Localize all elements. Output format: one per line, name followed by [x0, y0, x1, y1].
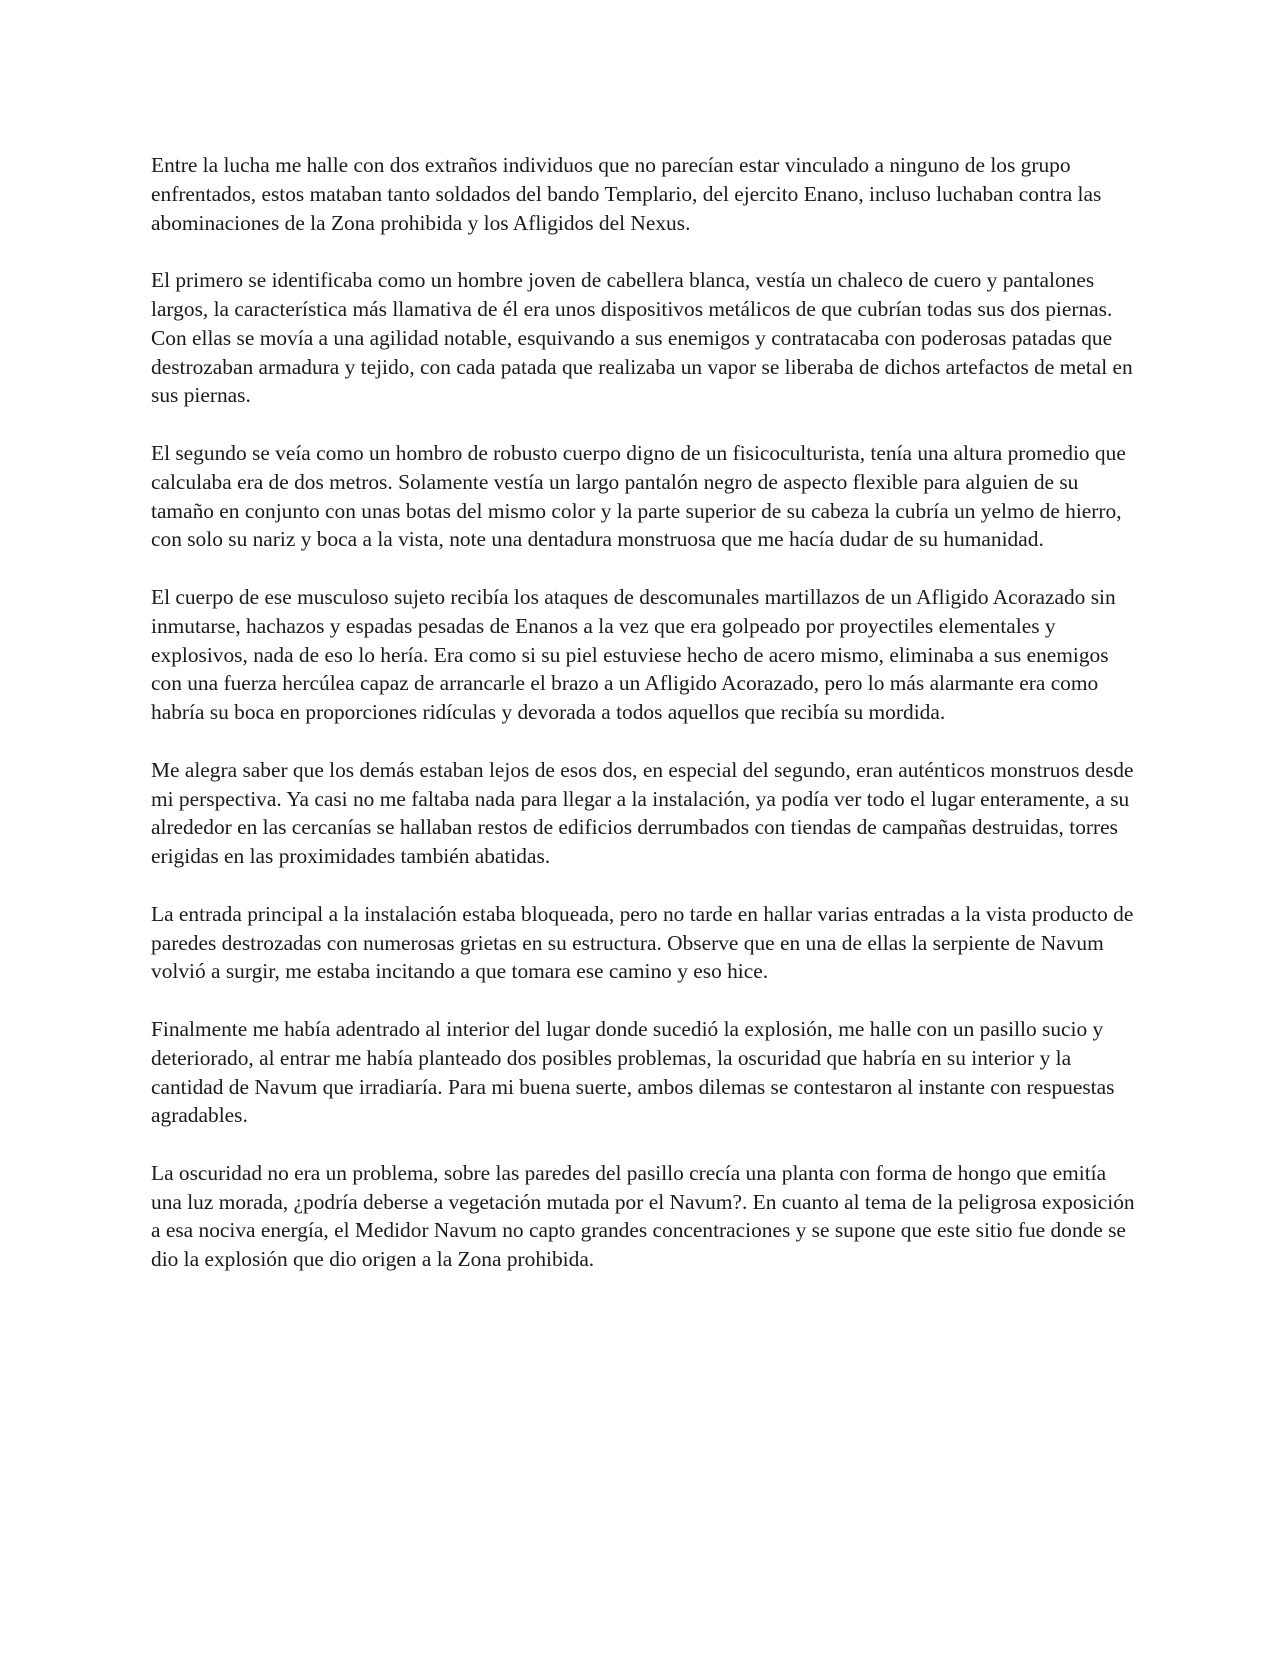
- document-body: [151, 151, 1136, 1303]
- paragraph: Me alegra saber que los demás estaban lejos de esos dos, en especial del segundo, eran auténticos monstruos desde mi perspectiva. Ya casi no me faltaba nada para llegar a la instalación, ya podía ver todo el lugar enteramente, a su alrededor en las cercanías se hallaban restos de edificios derrumbados con tiendas de campañas destruidas, torres erigidas en las proximidades también abatidas.: [151, 757, 1134, 869]
- paragraph: Entre la lucha me halle con dos extraños individuos que no parecían estar vinculado a ninguno de los grupo enfrentados, estos mataban tanto soldados del bando Templario, del ejercito Enano, incluso luchaban contra las abominaciones de la Zona prohibida y los Afligidos del Nexus.: [151, 153, 1102, 235]
- paragraph: Finalmente me había adentrado al interior del lugar donde sucedió la explosión, me halle con un pasillo sucio y deteriorado, al entrar me había planteado dos posibles problemas, la oscuridad que habría en su interior y la cantidad de Navum que irradiaría. Para mi buena suerte, ambos dilemas se contestaron al instante con respuestas agradables.: [151, 1016, 1115, 1128]
- paragraph: El cuerpo de ese musculoso sujeto recibía los ataques de descomunales martillazos de un Afligido Acorazado sin inmutarse, hachazos y espadas pesadas de Enanos a la vez que era golpeado por proyectiles elementales y explosivos, nada de eso lo hería. Era como si su piel estuviese hecho de acero mismo, eliminaba a sus enemigos con una fuerza hercúlea capaz de arrancarle el brazo a un Afligido Acorazado, pero lo más alarmante era como habría su boca en proporciones ridículas y devorada a todos aquellos que recibía su mordida.: [151, 584, 1116, 725]
- paragraph: La entrada principal a la instalación estaba bloqueada, pero no tarde en hallar varias entradas a la vista producto de paredes destrozadas con numerosas grietas en su estructura. Observe que en una de ellas la serpiente de Navum volvió a surgir, me estaba incitando a que tomara ese camino y eso hice.: [151, 901, 1134, 984]
- paragraph: El primero se identificaba como un hombre joven de cabellera blanca, vestía un chaleco de cuero y pantalones largos, la característica más llamativa de él era unos dispositivos metálicos de que cubrían todas sus dos piernas. Con ellas se movía a una agilidad notable, esquivando a sus enemigos y contratacaba con poderosas patadas que destrozaban armadura y tejido, con cada patada que realizaba un vapor se liberaba de dichos artefactos de metal en sus piernas.: [151, 268, 1133, 408]
- paragraph: El segundo se veía como un hombro de robusto cuerpo digno de un fisicoculturista, tenía una altura promedio que calculaba era de dos metros. Solamente vestía un largo pantalón negro de aspecto flexible para alguien de su tamaño en conjunto con unas botas del mismo color y la parte superior de su cabeza la cubría un yelmo de hierro, con solo su nariz y boca a la vista, note una dentadura monstruosa que me hacía dudar de su humanidad.: [151, 440, 1126, 552]
- paragraph: La oscuridad no era un problema, sobre las paredes del pasillo crecía una planta con forma de hongo que emitía una luz morada, ¿podría deberse a vegetación mutada por el Navum?. En cuanto al tema de la peligrosa exposición a esa nociva energía, el Medidor Navum no capto grandes concentraciones y se supone que este sitio fue donde se dio la explosión que dio origen a la Zona prohibida.: [151, 1160, 1135, 1272]
